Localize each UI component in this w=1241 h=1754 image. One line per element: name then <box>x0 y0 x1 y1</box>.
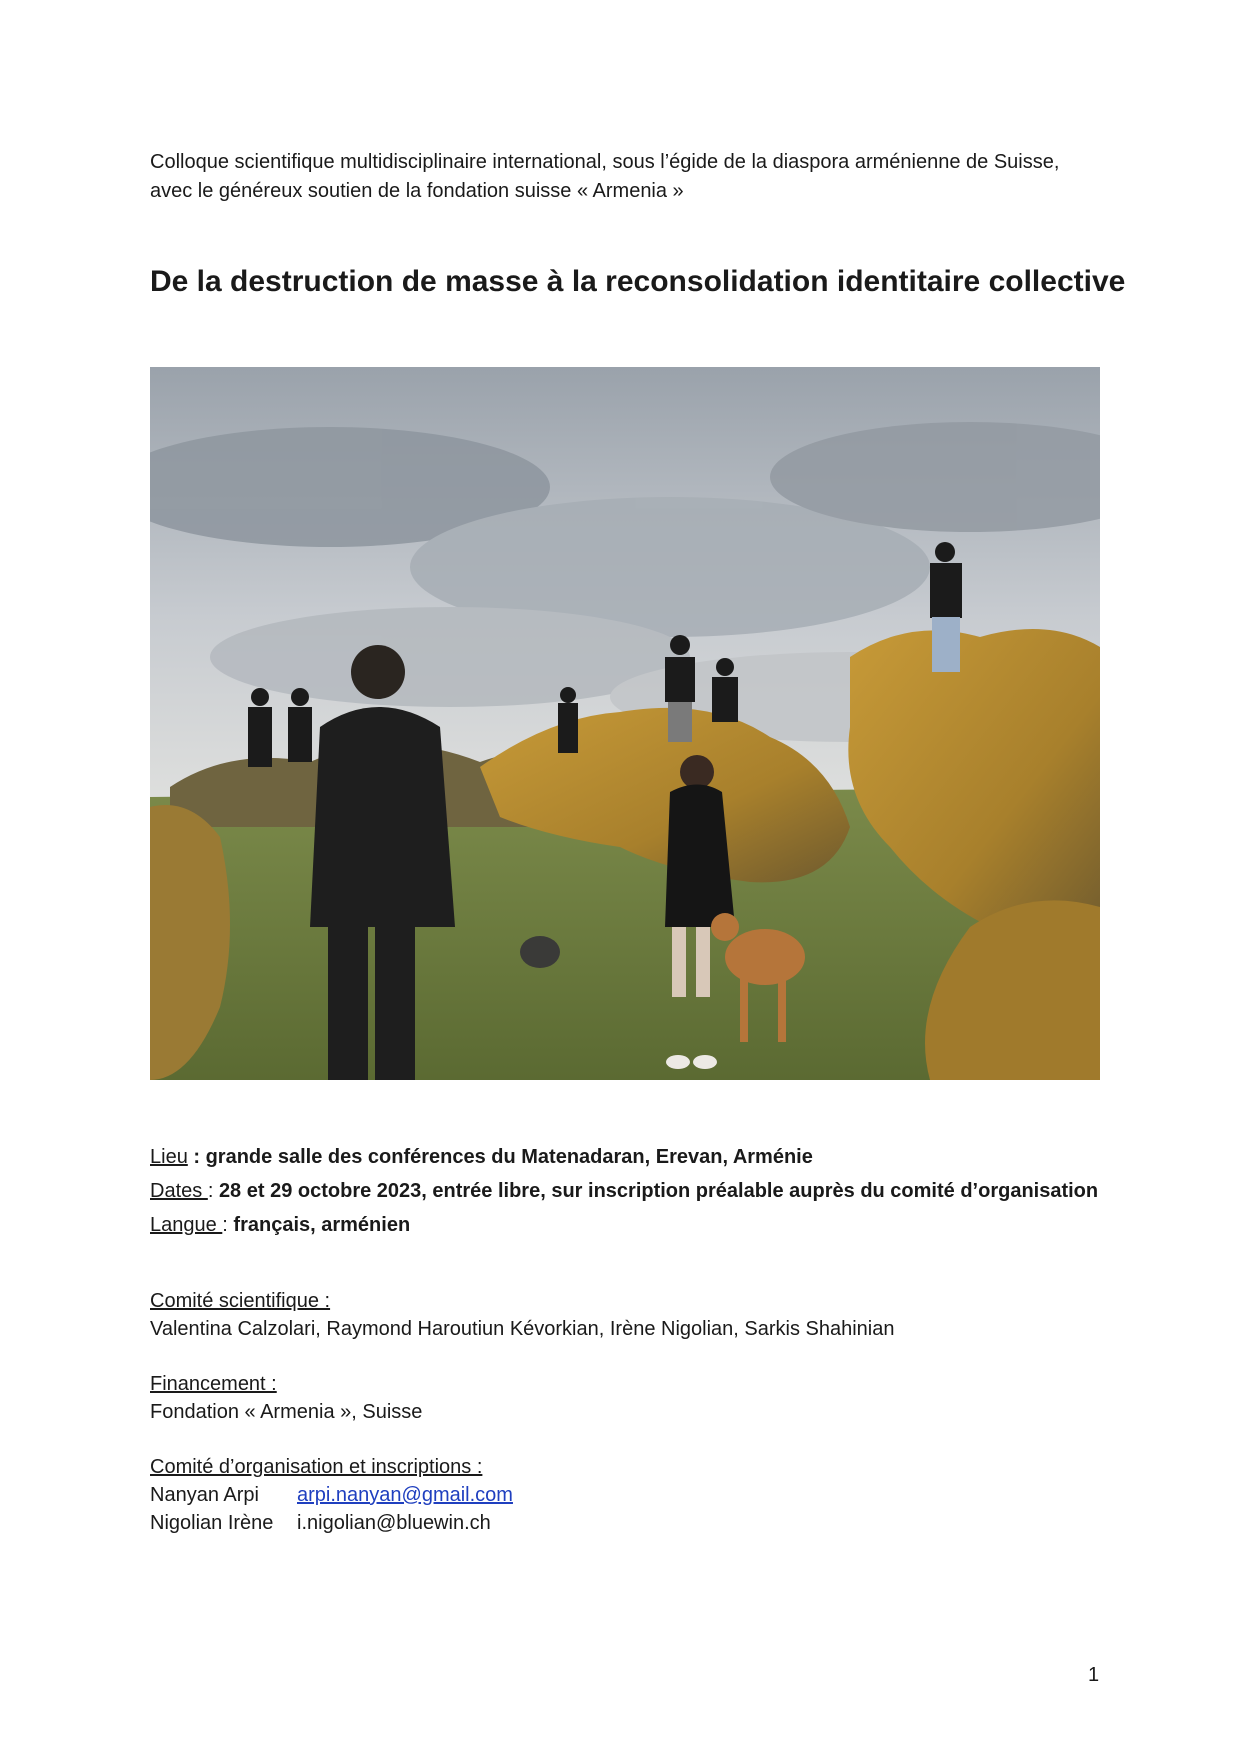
language-label: Langue <box>150 1214 223 1236</box>
event-photo <box>150 367 1100 1080</box>
funding <box>150 1370 422 1426</box>
intro-line-1: Colloque scientifique multidisciplinaire international, sous l’égide de la diaspora arménienne de Suisse, <box>150 151 1060 173</box>
language-separator: : <box>222 1214 234 1236</box>
dates-row <box>150 1174 1098 1208</box>
contact-name: Nanyan Arpi <box>150 1484 259 1506</box>
contact-email: i.nigolian@bluewin.ch <box>297 1512 491 1534</box>
dates-value: 28 et 29 octobre 2023 <box>218 1180 422 1202</box>
page-number: 1 <box>1088 1664 1100 1686</box>
scientific-committee-members: Valentina Calzolari, Raymond Haroutiun Kévorkian, Irène Nigolian, Sarkis Shahinian <box>150 1318 895 1340</box>
language-row <box>150 1208 1098 1242</box>
language-value: français, arménien <box>233 1214 411 1236</box>
location-row <box>150 1140 1098 1174</box>
dates-label: Dates <box>150 1180 208 1202</box>
small-rock <box>520 936 560 968</box>
landscape-photo-illustration <box>150 367 1100 1080</box>
dates-details: , entrée libre, sur inscription préalable auprès du comité d’organisation <box>421 1180 1099 1202</box>
contact-email-link[interactable]: arpi.nanyan@gmail.com <box>297 1484 513 1506</box>
organisation-committee <box>150 1453 513 1537</box>
funding-value: Fondation « Armenia », Suisse <box>150 1401 423 1423</box>
contact-name: Nigolian Irène <box>150 1512 274 1534</box>
organisation-heading: Comité d’organisation et inscriptions : <box>150 1456 483 1478</box>
contact-row <box>150 1481 513 1509</box>
contact-row <box>150 1509 513 1537</box>
funding-heading: Financement : <box>150 1373 277 1395</box>
dates-separator: : <box>207 1180 219 1202</box>
location-value: grande salle des conférences du Matenadaran, Erevan, Arménie <box>205 1146 813 1168</box>
location-label: Lieu <box>150 1146 188 1168</box>
location-separator: : <box>187 1146 206 1168</box>
intro-line-2: avec le généreux soutien de la fondation suisse « Armenia » <box>150 180 684 202</box>
scientific-committee <box>150 1287 894 1343</box>
intro-text <box>150 148 1110 206</box>
document-title: De la destruction de masse à la reconsolidation identitaire collective <box>150 265 1126 298</box>
scientific-committee-heading: Comité scientifique : <box>150 1290 331 1312</box>
event-info <box>150 1140 1098 1242</box>
